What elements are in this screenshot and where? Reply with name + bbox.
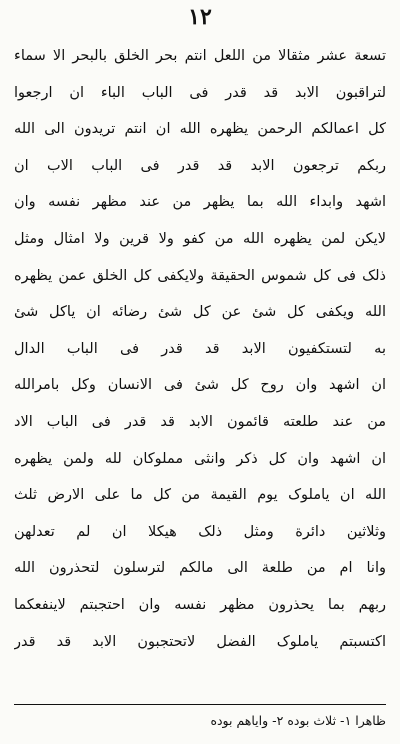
footnote-divider [14, 704, 386, 705]
text-line: اکتسبتم یاملوک الفضل لاتحتجبون الابد قد قدر [14, 633, 386, 650]
text-line: به لتستکفیون الابد قد قدر فی الباب الدال [14, 340, 386, 357]
text-line: اشهد وابداء الله بما یظهر من عند مظهر نفسه وان [14, 194, 386, 211]
text-line: ذلک فی کل شموس الحقیقة ولایکفی کل الخلق عمن یظهره [14, 267, 386, 284]
text-line: ان اشهد وان روح کل شیٔ فی الانسان وکل بامرالله [14, 377, 386, 394]
text-line: الله ان یاملوک یوم القیمة من کل ما علی الارض ثلث [14, 487, 386, 504]
text-line: وانا ام من طلعة الی مالکم لترسلون لتحذرون الله [14, 560, 386, 577]
body-text [14, 38, 386, 660]
text-line: ربکم ترجعون الابد قد قدر فی الباب الاب ان [14, 157, 386, 174]
text-line: الله ویکفی کل شیٔ عن کل شیٔ رضائه ان یاکل شیٔ [14, 304, 386, 321]
text-line: تسعة عشر مثقالا من اللعل انتم بحر الخلق بالبحر الا سماء [14, 48, 386, 64]
text-line: وثلاثین دائرة ومثل ذلک هیکلا ان لم تعدلهن [14, 523, 386, 540]
text-line: کل اعمالکم الرحمن یظهره الله ان انتم تریدون الی الله [14, 121, 386, 138]
text-line: لایکن لمن یظهره الله من کفو ولا قرین ولا امثال ومثل [14, 230, 386, 247]
page-number: ١٢ [188, 4, 212, 30]
text-line: ربهم بما یحذرون مظهر نفسه وان احتجبتم لاینفعکما [14, 596, 386, 613]
text-line: ان اشهد وان کل ذکر وانثی مملوکان لله ولمن یظهره [14, 450, 386, 467]
text-line: لتراقبون الابد قد قدر فی الباب الباء ان ارجعوا [14, 84, 386, 101]
footnote: ظاهرا ۱- ثلاث بوده ۲- وایاهم بوده [210, 713, 386, 728]
text-line: من عند طلعته قائمون الابد قد قدر فی الباب الاد [14, 413, 386, 430]
